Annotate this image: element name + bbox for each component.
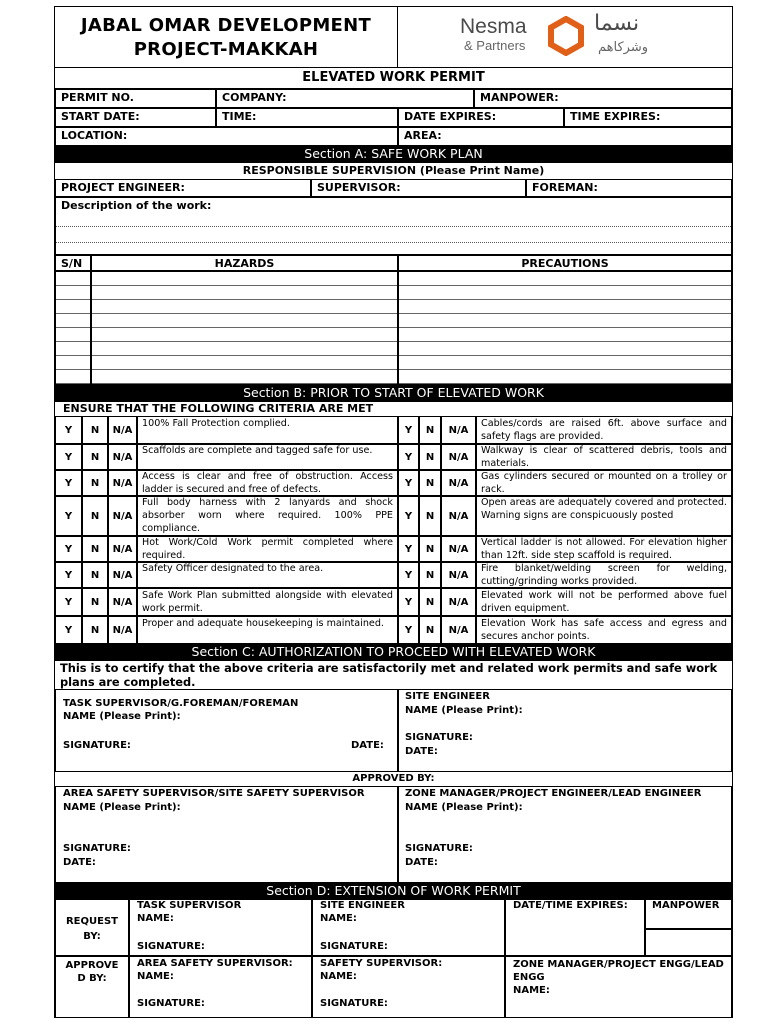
- right-y-checkbox[interactable]: Y: [398, 536, 419, 562]
- logo-name: Nesma: [460, 15, 527, 38]
- form-title: ELEVATED WORK PERMIT: [55, 68, 732, 89]
- right-na-checkbox[interactable]: N/A: [441, 496, 476, 536]
- approve-area-safety[interactable]: [129, 956, 312, 1018]
- checklist-row: [55, 616, 732, 644]
- right-y-checkbox[interactable]: Y: [398, 496, 419, 536]
- left-n-checkbox[interactable]: N: [82, 588, 108, 616]
- right-na-checkbox[interactable]: N/A: [441, 562, 476, 588]
- hazards-column[interactable]: [91, 271, 398, 385]
- approve-safety-supervisor-signature: SIGNATURE:: [320, 998, 388, 1009]
- left-criteria-text: Safety Officer designated to the area.: [137, 562, 398, 588]
- start-date-field[interactable]: START DATE:: [55, 108, 216, 127]
- request-site-engineer-title: SITE ENGINEER: [320, 900, 405, 911]
- left-na-checkbox[interactable]: N/A: [108, 444, 137, 470]
- area-safety-name: NAME (Please Print):: [63, 802, 181, 813]
- site-engineer-signature: SIGNATURE:: [405, 732, 473, 743]
- right-n-checkbox[interactable]: N: [419, 536, 441, 562]
- foreman-field[interactable]: FOREMAN:: [526, 179, 732, 197]
- site-engineer-title: SITE ENGINEER: [405, 691, 490, 702]
- left-na-checkbox[interactable]: N/A: [108, 536, 137, 562]
- right-n-checkbox[interactable]: N: [419, 496, 441, 536]
- right-criteria-text: Elevation Work has safe access and egress and secures anchor points.: [476, 616, 732, 644]
- site-engineer-signoff[interactable]: [398, 689, 732, 772]
- right-na-checkbox[interactable]: N/A: [441, 444, 476, 470]
- sn-column[interactable]: [55, 271, 91, 385]
- project-engineer-field[interactable]: PROJECT ENGINEER:: [55, 179, 311, 197]
- approve-zone-manager[interactable]: [505, 956, 732, 1018]
- area-safety-date: DATE:: [63, 857, 96, 868]
- right-criteria-text: Vertical ladder is not allowed. For elevation higher than 12ft. side step scaffold is required.: [476, 536, 732, 562]
- permit-form: [54, 6, 733, 1018]
- left-criteria-text: Scaffolds are complete and tagged safe for use.: [137, 444, 398, 470]
- certify-statement: This is to certify that the above criteria are satisfactorily met and related work permits and safe work plans are completed.: [60, 661, 718, 689]
- time-expires-field[interactable]: TIME EXPIRES:: [564, 108, 732, 127]
- supervisor-field[interactable]: SUPERVISOR:: [311, 179, 526, 197]
- checklist-row: [55, 536, 732, 562]
- left-criteria-text: 100% Fall Protection complied.: [137, 416, 398, 444]
- right-y-checkbox[interactable]: Y: [398, 444, 419, 470]
- extension-manpower-label: MANPOWER: [652, 900, 720, 911]
- approve-zone-manager-title: ZONE MANAGER/PROJECT ENGG/LEAD ENGG: [513, 959, 724, 983]
- section-b-header: Section B: PRIOR TO START OF ELEVATED WORK: [55, 385, 732, 402]
- hexagon-logo-icon: [546, 16, 586, 56]
- description-label: Description of the work:: [61, 199, 212, 212]
- time-field[interactable]: TIME:: [216, 108, 398, 127]
- right-na-checkbox[interactable]: N/A: [441, 588, 476, 616]
- left-na-checkbox[interactable]: N/A: [108, 562, 137, 588]
- right-n-checkbox[interactable]: N: [419, 616, 441, 644]
- zone-manager-name: NAME (Please Print):: [405, 802, 523, 813]
- right-criteria-text: Walkway is clear of scattered debris, tools and materials.: [476, 444, 732, 470]
- project-title-line1: JABAL OMAR DEVELOPMENT: [80, 15, 372, 36]
- area-safety-signature: SIGNATURE:: [63, 843, 131, 854]
- responsible-supervision-label: RESPONSIBLE SUPERVISION (Please Print Name): [242, 164, 545, 177]
- extension-manpower-value[interactable]: [645, 929, 732, 956]
- right-n-checkbox[interactable]: N: [419, 416, 441, 444]
- left-n-checkbox[interactable]: N: [82, 416, 108, 444]
- left-na-checkbox[interactable]: N/A: [108, 416, 137, 444]
- right-y-checkbox[interactable]: Y: [398, 470, 419, 496]
- precautions-header: PRECAUTIONS: [398, 255, 732, 271]
- request-by-label: REQUEST BY:: [55, 899, 129, 956]
- area-safety-signoff[interactable]: [55, 786, 398, 883]
- zone-manager-signature: SIGNATURE:: [405, 843, 473, 854]
- left-y-checkbox[interactable]: Y: [55, 536, 82, 562]
- right-criteria-text: Cables/cords are raised 6ft. above surface and safety flags are provided.: [476, 416, 732, 444]
- right-na-checkbox[interactable]: N/A: [441, 616, 476, 644]
- approve-by-label: APPROVE D BY:: [55, 956, 129, 1018]
- left-y-checkbox[interactable]: Y: [55, 588, 82, 616]
- left-n-checkbox[interactable]: N: [82, 444, 108, 470]
- request-site-engineer-name: NAME:: [320, 913, 357, 924]
- logo-arabic-sub: وشركاهم: [598, 40, 649, 55]
- left-y-checkbox[interactable]: Y: [55, 616, 82, 644]
- ensure-criteria-label: ENSURE THAT THE FOLLOWING CRITERIA ARE MET: [63, 402, 374, 415]
- task-supervisor-name: NAME (Please Print):: [63, 711, 181, 722]
- area-safety-title: AREA SAFETY SUPERVISOR/SITE SAFETY SUPERVISOR: [63, 788, 365, 799]
- zone-manager-date: DATE:: [405, 857, 438, 868]
- checklist-row: [55, 562, 732, 588]
- hazards-header: HAZARDS: [91, 255, 398, 271]
- hazards-table: [55, 255, 732, 385]
- extension-manpower-field[interactable]: [645, 899, 732, 929]
- left-n-checkbox[interactable]: N: [82, 616, 108, 644]
- section-c-header: Section C: AUTHORIZATION TO PROCEED WITH ELEVATED WORK: [55, 644, 732, 661]
- right-n-checkbox[interactable]: N: [419, 588, 441, 616]
- approve-safety-supervisor-title: SAFETY SUPERVISOR:: [320, 958, 443, 969]
- left-y-checkbox[interactable]: Y: [55, 496, 82, 536]
- site-engineer-date: DATE:: [405, 746, 438, 757]
- left-y-checkbox[interactable]: Y: [55, 470, 82, 496]
- zone-manager-signoff[interactable]: [398, 786, 732, 883]
- right-n-checkbox[interactable]: N: [419, 470, 441, 496]
- date-expires-field[interactable]: DATE EXPIRES:: [398, 108, 564, 127]
- right-criteria-text: Fire blanket/welding screen for welding, cutting/grinding works provided.: [476, 562, 732, 588]
- right-na-checkbox[interactable]: N/A: [441, 470, 476, 496]
- location-field[interactable]: LOCATION:: [55, 127, 398, 146]
- company-logo: [398, 7, 732, 68]
- right-na-checkbox[interactable]: N/A: [441, 536, 476, 562]
- left-n-checkbox[interactable]: N: [82, 536, 108, 562]
- company-field[interactable]: COMPANY:: [216, 89, 474, 108]
- approve-safety-supervisor[interactable]: [312, 956, 505, 1018]
- approve-safety-supervisor-name: NAME:: [320, 971, 357, 982]
- checklist-row: [55, 444, 732, 470]
- right-y-checkbox[interactable]: Y: [398, 588, 419, 616]
- right-y-checkbox[interactable]: Y: [398, 562, 419, 588]
- permit-no-field[interactable]: PERMIT NO.: [55, 89, 216, 108]
- area-field[interactable]: AREA:: [398, 127, 732, 146]
- checklist-row: [55, 470, 732, 496]
- task-supervisor-signoff[interactable]: [55, 689, 398, 772]
- header-title-box: [55, 7, 398, 68]
- approved-by-label: APPROVED BY:: [352, 773, 435, 784]
- request-task-supervisor-title: TASK SUPERVISOR: [137, 900, 242, 911]
- checklist-row: [55, 588, 732, 616]
- section-d-header: Section D: EXTENSION OF WORK PERMIT: [55, 883, 732, 899]
- right-criteria-text: Elevated work will not be performed above fuel driven equipment.: [476, 588, 732, 616]
- zone-manager-title: ZONE MANAGER/PROJECT ENGINEER/LEAD ENGINEER: [405, 788, 702, 799]
- left-n-checkbox[interactable]: N: [82, 496, 108, 536]
- request-task-supervisor[interactable]: [129, 899, 312, 956]
- left-y-checkbox[interactable]: Y: [55, 444, 82, 470]
- project-title-line2: PROJECT-MAKKAH: [133, 39, 319, 60]
- left-n-checkbox[interactable]: N: [82, 562, 108, 588]
- approve-area-safety-title: AREA SAFETY SUPERVISOR:: [137, 958, 293, 969]
- sn-header: S/N: [55, 255, 91, 271]
- task-supervisor-date: DATE:: [351, 740, 384, 751]
- left-y-checkbox[interactable]: Y: [55, 562, 82, 588]
- section-a-header: Section A: SAFE WORK PLAN: [55, 146, 732, 163]
- left-n-checkbox[interactable]: N: [82, 470, 108, 496]
- task-supervisor-signature: SIGNATURE:: [63, 740, 131, 751]
- left-criteria-text: Hot Work/Cold Work permit completed where required.: [137, 536, 398, 562]
- request-task-supervisor-signature: SIGNATURE:: [137, 941, 205, 952]
- date-time-expires-field[interactable]: [505, 899, 645, 956]
- site-engineer-name: NAME (Please Print):: [405, 705, 523, 716]
- checklist: [55, 416, 732, 644]
- left-na-checkbox[interactable]: N/A: [108, 496, 137, 536]
- left-y-checkbox[interactable]: Y: [55, 416, 82, 444]
- left-criteria-text: Access is clear and free of obstruction. Access ladder is secured and free of defects.: [137, 470, 398, 496]
- right-na-checkbox[interactable]: N/A: [441, 416, 476, 444]
- logo-arabic: نسما: [594, 11, 640, 36]
- request-site-engineer[interactable]: [312, 899, 505, 956]
- left-criteria-text: Full body harness with 2 lanyards and shock absorber worn where required. 100% PPE compliance.: [137, 496, 398, 536]
- right-n-checkbox[interactable]: N: [419, 562, 441, 588]
- left-na-checkbox[interactable]: N/A: [108, 616, 137, 644]
- right-criteria-text: Open areas are adequately covered and protected. Warning signs are conspicuously posted: [476, 496, 732, 536]
- checklist-row: [55, 416, 732, 444]
- right-y-checkbox[interactable]: Y: [398, 416, 419, 444]
- request-task-supervisor-name: NAME:: [137, 913, 174, 924]
- approve-area-safety-signature: SIGNATURE:: [137, 998, 205, 1009]
- request-site-engineer-signature: SIGNATURE:: [320, 941, 388, 952]
- left-na-checkbox[interactable]: N/A: [108, 470, 137, 496]
- right-criteria-text: Gas cylinders secured or mounted on a trolley or rack.: [476, 470, 732, 496]
- logo-sub: & Partners: [464, 38, 526, 53]
- checklist-row: [55, 496, 732, 536]
- right-n-checkbox[interactable]: N: [419, 444, 441, 470]
- right-y-checkbox[interactable]: Y: [398, 616, 419, 644]
- approve-area-safety-name: NAME:: [137, 971, 174, 982]
- approve-zone-manager-name: NAME:: [513, 985, 550, 996]
- left-criteria-text: Proper and adequate housekeeping is maintained.: [137, 616, 398, 644]
- precautions-column[interactable]: [398, 271, 732, 385]
- date-time-expires-label: DATE/TIME EXPIRES:: [513, 900, 628, 911]
- left-na-checkbox[interactable]: N/A: [108, 588, 137, 616]
- work-description-area[interactable]: [55, 197, 732, 255]
- left-criteria-text: Safe Work Plan submitted alongside with elevated work permit.: [137, 588, 398, 616]
- manpower-field[interactable]: MANPOWER:: [474, 89, 732, 108]
- task-supervisor-title: TASK SUPERVISOR/G.FOREMAN/FOREMAN: [63, 698, 299, 709]
